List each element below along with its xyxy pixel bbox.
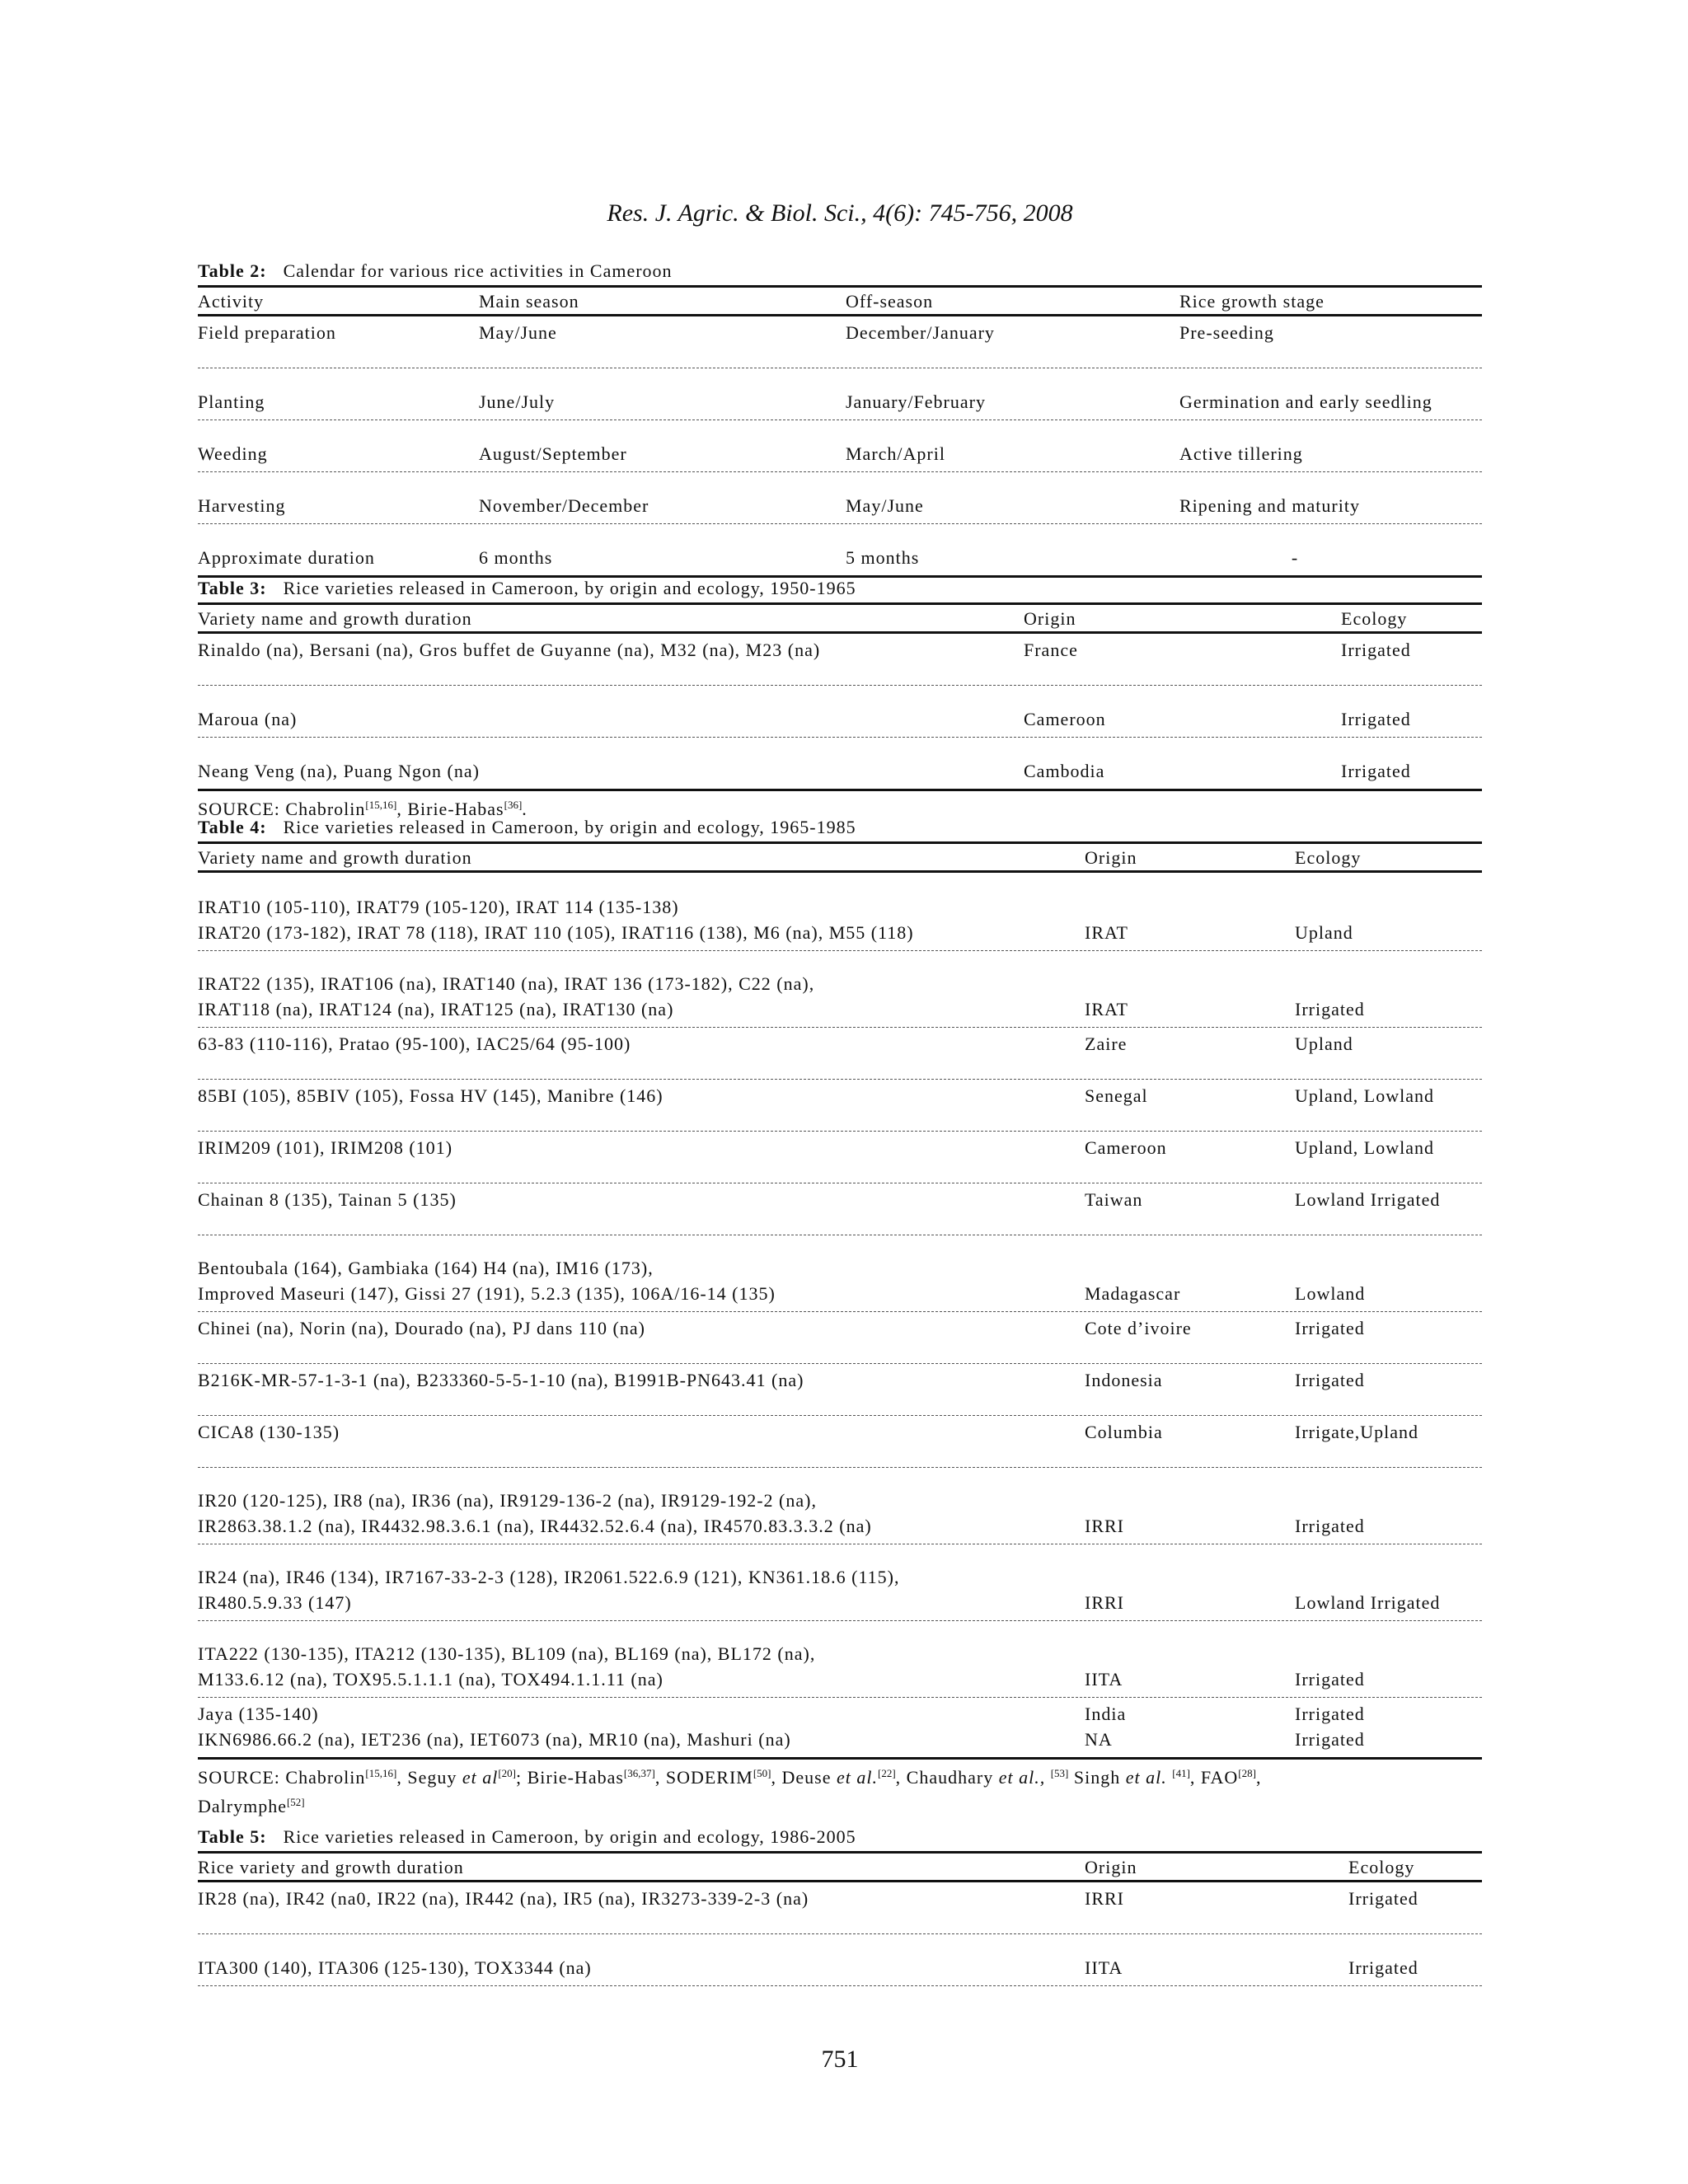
table-cell: Approximate duration	[198, 547, 375, 568]
table-cell: NA	[1085, 1729, 1113, 1750]
table-cell: IITA	[1085, 1669, 1123, 1690]
cell-line: Chainan 8 (135), Tainan 5 (135)	[198, 1189, 457, 1210]
cell-line: IRAT22 (135), IRAT106 (na), IRAT140 (na), IRAT 136 (173-182), C22 (na),	[198, 973, 815, 994]
source-text: et al	[462, 1767, 499, 1788]
table-row	[198, 1080, 1482, 1132]
table-row	[198, 524, 1482, 578]
running-head: Res. J. Agric. & Biol. Sci., 4(6): 745-756, 2008	[607, 199, 1073, 227]
table-body	[198, 873, 1482, 1760]
table-cell: Irrigated	[1348, 1888, 1418, 1909]
column-header: Rice variety and growth duration	[198, 1856, 464, 1877]
source-text: et al.,	[998, 1767, 1046, 1788]
table-cell	[198, 1564, 1085, 1615]
table-cell: December/January	[846, 322, 995, 343]
table-cell: Irrigated	[1295, 999, 1365, 1019]
table-5	[198, 1823, 1482, 1986]
table-cell	[198, 971, 1085, 1022]
column-header: Rice growth stage	[1179, 290, 1325, 312]
table-row	[198, 1934, 1482, 1986]
table-cell	[198, 894, 1085, 945]
citation-ref: [53]	[1050, 1767, 1069, 1779]
table-row	[198, 1544, 1482, 1621]
cell-line: B216K-MR-57-1-3-1 (na), B233360-5-5-1-10 (na), B1991B-PN643.41 (na)	[198, 1370, 804, 1390]
table-caption	[198, 1823, 1482, 1851]
column-header: Activity	[198, 290, 265, 312]
cell-line: IRAT20 (173-182), IRAT 78 (118), IRAT 110 (105), IRAT116 (138), M6 (na), M55 (118)	[198, 922, 914, 943]
table-title: Rice varieties released in Cameroon, by origin and ecology, 1986-2005	[283, 1826, 856, 1847]
table-row	[198, 1882, 1482, 1934]
table-cell: Irrigated	[1295, 1370, 1365, 1390]
column-header: Off-season	[846, 290, 934, 312]
table-cell: January/February	[846, 391, 986, 412]
source-text: , Deuse	[771, 1767, 837, 1788]
table-cell: -	[1291, 547, 1299, 568]
table-cell: Irrigated	[1341, 709, 1411, 729]
table-row	[198, 368, 1482, 420]
table-cell: Active tillering	[1179, 443, 1303, 464]
table-cell: Planting	[198, 391, 265, 412]
citation-ref: [15,16]	[365, 1767, 397, 1779]
table-row	[198, 951, 1482, 1028]
cell-line: IR24 (na), IR46 (134), IR7167-33-2-3 (128), IR2061.522.6.9 (121), KN361.18.6 (115),	[198, 1567, 900, 1587]
column-header: Ecology	[1348, 1856, 1415, 1877]
table-cell	[198, 1135, 1085, 1160]
table-row	[198, 873, 1482, 951]
table-cell: Upland, Lowland	[1295, 1137, 1434, 1158]
table-cell: Ripening and maturity	[1179, 495, 1360, 516]
table-source-note	[198, 1760, 1482, 1819]
cell-line: Bentoubala (164), Gambiaka (164) H4 (na), IM16 (173),	[198, 1258, 654, 1278]
source-text: , Birie-Habas	[396, 799, 504, 819]
column-header: Variety name and growth duration	[198, 607, 472, 629]
table-cell: Lowland Irrigated	[1295, 1189, 1441, 1210]
citation-ref: [20]	[498, 1767, 516, 1779]
table-cell: Weeding	[198, 443, 268, 464]
source-text: Dalrymphe	[198, 1796, 287, 1816]
table-cell: 6 months	[479, 547, 553, 568]
table-row	[198, 1621, 1482, 1698]
cell-line: CICA8 (130-135)	[198, 1422, 340, 1442]
table-cell: IRRI	[1085, 1516, 1124, 1536]
table-cell: Field preparation	[198, 322, 336, 343]
cell-line: IRIM209 (101), IRIM208 (101)	[198, 1137, 453, 1158]
table-cell: IRRI	[1085, 1592, 1124, 1613]
source-text: ,	[1255, 1767, 1262, 1788]
page-number: 751	[821, 2046, 859, 2073]
table-title: Calendar for various rice activities in Cameroon	[283, 260, 673, 281]
table-cell: Rinaldo (na), Bersani (na), Gros buffet de Guyanne (na), M32 (na), M23 (na)	[198, 640, 821, 660]
table-header-row	[198, 602, 1482, 634]
table-cell: May/June	[846, 495, 924, 516]
citation-ref: [41]	[1172, 1767, 1190, 1779]
table-cell: March/April	[846, 443, 945, 464]
column-header: Origin	[1085, 1856, 1137, 1877]
cell-line: Chinei (na), Norin (na), Dourado (na), PJ dans 110 (na)	[198, 1318, 645, 1338]
source-text: , FAO	[1189, 1767, 1239, 1788]
table-cell: August/September	[479, 443, 627, 464]
table-cell: Irrigated	[1341, 761, 1411, 781]
table-cell	[198, 1083, 1085, 1108]
table-cell: Irrigated	[1348, 1957, 1418, 1978]
cell-line: IR20 (120-125), IR8 (na), IR36 (na), IR9129-136-2 (na), IR9129-192-2 (na),	[198, 1490, 817, 1511]
table-cell: IITA	[1085, 1957, 1123, 1978]
table-cell: Lowland	[1295, 1283, 1366, 1304]
table-cell: June/July	[479, 391, 556, 412]
column-header: Ecology	[1341, 607, 1408, 629]
citation-ref: [28]	[1238, 1767, 1256, 1779]
table-cell: May/June	[479, 322, 557, 343]
table-cell: Irrigated	[1295, 1516, 1365, 1536]
table-header-row	[198, 1851, 1482, 1882]
table-cell: Neang Veng (na), Puang Ngon (na)	[198, 761, 480, 781]
table-header-row	[198, 841, 1482, 873]
table-cell: Harvesting	[198, 495, 286, 516]
table-cell	[198, 1641, 1085, 1692]
table-row	[198, 1183, 1482, 1235]
table-row	[198, 472, 1482, 524]
table-label: Table 4:	[198, 817, 267, 837]
table-cell: Cameroon	[1085, 1137, 1167, 1158]
citation-ref: [52]	[286, 1796, 305, 1808]
table-cell: Irrigated	[1295, 1669, 1365, 1690]
table-cell: Irrigated	[1295, 1729, 1365, 1750]
table-row	[198, 1727, 1482, 1760]
cell-line: 85BI (105), 85BIV (105), Fossa HV (145), Manibre (146)	[198, 1085, 663, 1106]
table-header-row	[198, 285, 1482, 316]
table-row	[198, 1028, 1482, 1080]
table-label: Table 5:	[198, 1826, 267, 1847]
table-cell: IRAT	[1085, 999, 1128, 1019]
table-row	[198, 1312, 1482, 1364]
table-row	[198, 738, 1482, 791]
source-text: ; Birie-Habas	[516, 1767, 624, 1788]
column-header: Variety name and growth duration	[198, 846, 472, 868]
cell-line: 63-83 (110-116), Pratao (95-100), IAC25/64 (95-100)	[198, 1033, 631, 1054]
source-text: et al.	[837, 1767, 878, 1788]
citation-ref: [22]	[878, 1767, 896, 1779]
table-caption	[198, 813, 1482, 841]
table-caption	[198, 574, 1482, 602]
table-cell: Upland	[1295, 1033, 1353, 1054]
cell-line: Improved Maseuri (147), Gissi 27 (191), 5.2.3 (135), 106A/16-14 (135)	[198, 1283, 776, 1304]
table-cell: Cambodia	[1024, 761, 1105, 781]
table-cell: Lowland Irrigated	[1295, 1592, 1441, 1613]
table-cell: IR28 (na), IR42 (na0, IR22 (na), IR442 (na), IR5 (na), IR3273-339-2-3 (na)	[198, 1888, 809, 1909]
table-row	[198, 634, 1482, 686]
table-cell: IRRI	[1085, 1888, 1124, 1909]
table-3	[198, 574, 1482, 822]
table-cell: November/December	[479, 495, 649, 516]
table-caption	[198, 257, 1482, 285]
source-text: Singh	[1068, 1767, 1126, 1788]
table-cell: Pre-seeding	[1179, 322, 1274, 343]
table-cell: Irrigate,Upland	[1295, 1422, 1418, 1442]
table-cell	[198, 1255, 1085, 1306]
citation-ref: [15,16]	[365, 799, 397, 811]
table-cell: 5 months	[846, 547, 920, 568]
table-4	[198, 813, 1482, 1819]
table-cell	[198, 1031, 1085, 1057]
table-cell	[198, 1315, 1085, 1341]
table-row	[198, 1364, 1482, 1416]
cell-line: IR480.5.9.33 (147)	[198, 1592, 352, 1613]
table-cell: Taiwan	[1085, 1189, 1143, 1210]
column-header: Origin	[1085, 846, 1137, 868]
table-cell	[198, 1727, 1085, 1752]
source-text: SOURCE: Chabrolin	[198, 799, 366, 819]
citation-ref: [36]	[504, 799, 523, 811]
table-row	[198, 686, 1482, 738]
table-cell	[198, 1488, 1085, 1539]
source-text: et al.	[1125, 1767, 1167, 1788]
table-cell	[198, 1701, 1085, 1727]
cell-line: IKN6986.66.2 (na), IET236 (na), IET6073 (na), MR10 (na), Mashuri (na)	[198, 1729, 791, 1750]
table-row	[198, 316, 1482, 368]
cell-line: ITA222 (130-135), ITA212 (130-135), BL109 (na), BL169 (na), BL172 (na),	[198, 1643, 816, 1664]
source-text: .	[522, 799, 528, 819]
source-text: , Seguy	[396, 1767, 462, 1788]
table-cell: Irrigated	[1341, 640, 1411, 660]
source-text: , SODERIM	[654, 1767, 753, 1788]
table-cell: France	[1024, 640, 1078, 660]
table-cell: Indonesia	[1085, 1370, 1163, 1390]
table-cell: ITA300 (140), ITA306 (125-130), TOX3344 (na)	[198, 1957, 592, 1978]
citation-ref: [36,37]	[623, 1767, 655, 1779]
table-row	[198, 1698, 1482, 1727]
table-cell	[198, 1367, 1085, 1393]
table-title: Rice varieties released in Cameroon, by origin and ecology, 1965-1985	[283, 817, 856, 837]
table-cell: Upland, Lowland	[1295, 1085, 1434, 1106]
table-cell: Senegal	[1085, 1085, 1148, 1106]
table-2	[198, 257, 1482, 578]
cell-line: Jaya (135-140)	[198, 1704, 319, 1724]
table-label: Table 2:	[198, 260, 267, 281]
table-label: Table 3:	[198, 578, 267, 598]
table-title: Rice varieties released in Cameroon, by origin and ecology, 1950-1965	[283, 578, 856, 598]
cell-line: M133.6.12 (na), TOX95.5.1.1.1 (na), TOX494.1.1.11 (na)	[198, 1669, 663, 1690]
table-cell: Zaire	[1085, 1033, 1128, 1054]
table-cell: Cote d’ivoire	[1085, 1318, 1192, 1338]
table-cell: Germination and early seedling	[1179, 391, 1432, 412]
column-header: Ecology	[1295, 846, 1362, 868]
table-cell	[198, 1419, 1085, 1445]
cell-line: IR2863.38.1.2 (na), IR4432.98.3.6.1 (na), IR4432.52.6.4 (na), IR4570.83.3.3.2 (na)	[198, 1516, 872, 1536]
citation-ref: [50]	[753, 1767, 771, 1779]
source-text: , Chaudhary	[895, 1767, 999, 1788]
table-cell: Columbia	[1085, 1422, 1163, 1442]
cell-line: IRAT10 (105-110), IRAT79 (105-120), IRAT 114 (135-138)	[198, 897, 679, 917]
table-cell: Upland	[1295, 922, 1353, 943]
table-cell: Irrigated	[1295, 1704, 1365, 1724]
table-cell: India	[1085, 1704, 1127, 1724]
column-header: Origin	[1024, 607, 1076, 629]
table-row	[198, 1416, 1482, 1468]
table-cell: Maroua (na)	[198, 709, 298, 729]
table-cell: Madagascar	[1085, 1283, 1181, 1304]
table-cell: Irrigated	[1295, 1318, 1365, 1338]
column-header: Main season	[479, 290, 579, 312]
table-cell: Cameroon	[1024, 709, 1106, 729]
table-cell	[198, 1187, 1085, 1212]
table-row	[198, 420, 1482, 472]
table-cell: IRAT	[1085, 922, 1128, 943]
table-row	[198, 1132, 1482, 1183]
cell-line: IRAT118 (na), IRAT124 (na), IRAT125 (na), IRAT130 (na)	[198, 999, 674, 1019]
source-text: SOURCE: Chabrolin	[198, 1767, 366, 1788]
table-row	[198, 1235, 1482, 1312]
table-row	[198, 1468, 1482, 1544]
